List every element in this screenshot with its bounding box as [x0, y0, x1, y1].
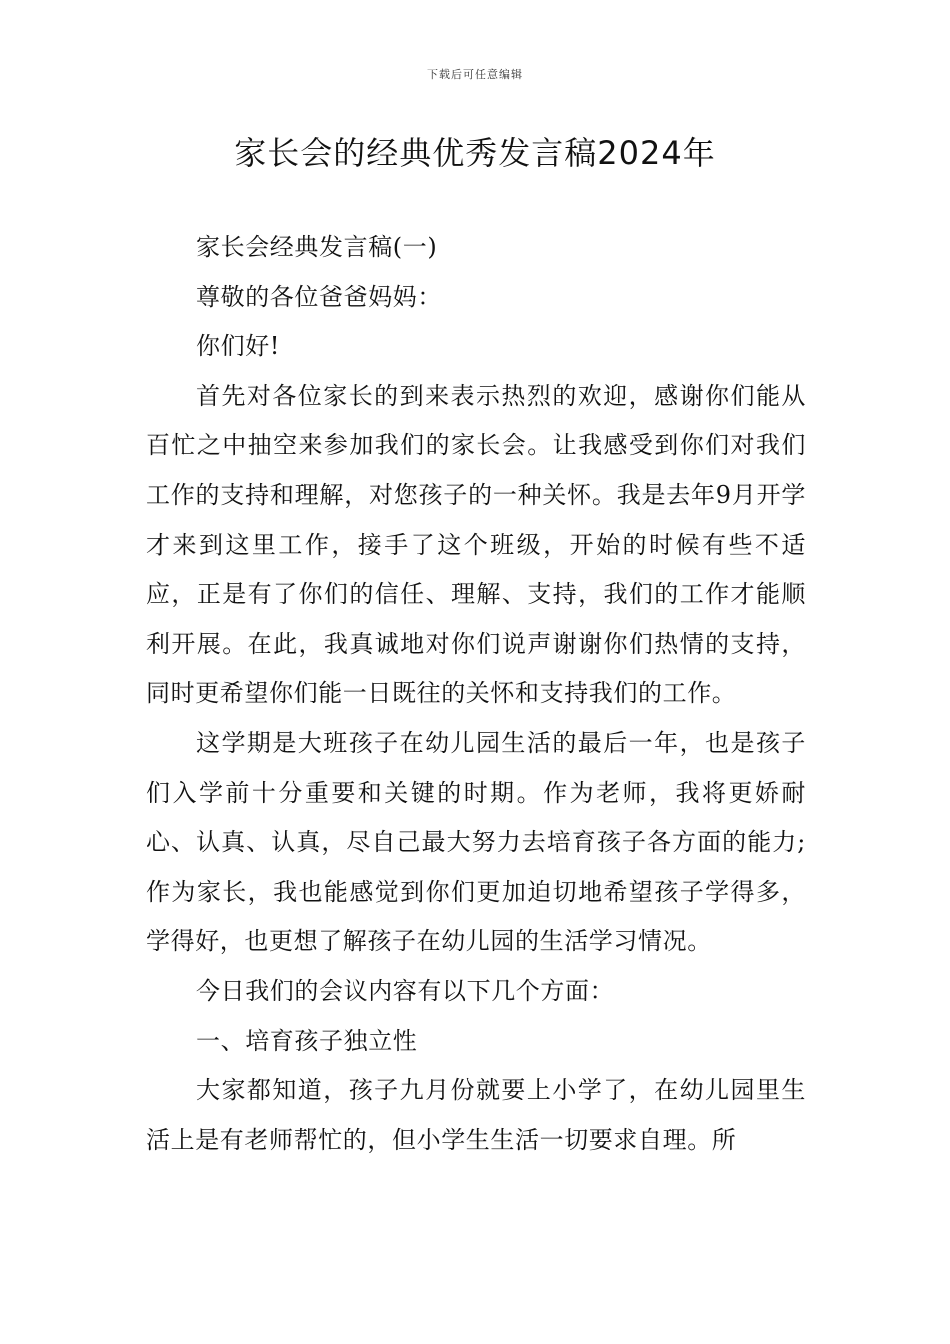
header-note: 下载后可任意编辑: [427, 68, 523, 81]
document-body: [146, 223, 806, 1165]
document-title: 家长会的经典优秀发言稿2024年: [234, 134, 716, 172]
paragraph-salutation: 尊敬的各位爸爸妈妈：: [196, 282, 442, 311]
paragraph-independence: 大家都知道，孩子九月份就要上小学了，在幼儿园里生活上是有老师帮忙的，但小学生生活一切要求自理。所: [146, 1076, 806, 1154]
paragraph-section-heading: 家长会经典发言稿(一): [196, 233, 438, 261]
paragraph-agenda-intro: 今日我们的会议内容有以下几个方面：: [196, 976, 615, 1005]
paragraph-greeting: 你们好!: [196, 332, 281, 361]
paragraph-agenda-item-1: 一、培育孩子独立性: [196, 1026, 418, 1055]
paragraph-welcome: 首先对各位家长的到来表示热烈的欢迎，感谢你们能从百忙之中抽空来参加我们的家长会。让我感受到你们对我们工作的支持和理解，对您孩子的一种关怀。我是去年9月开学才来到这里工作，接手了这个班级，开始的时候有些不适应，正是有了你们的信任、理解、支持，我们的工作才能顺利开展。在此，我真诚地对你们说声谢谢你们热情的支持，同时更希望你们能一日既往的关怀和支持我们的工作。: [146, 381, 806, 708]
paragraph-semester: 这学期是大班孩子在幼儿园生活的最后一年，也是孩子们入学前十分重要和关键的时期。作为老师，我将更娇耐心、认真、认真，尽自己最大努力去培育孩子各方面的能力;作为家长，我也能感觉到你们更加迫切地希望孩子学得多，学得好，也更想了解孩子在幼儿园的生活学习情况。: [146, 728, 806, 956]
